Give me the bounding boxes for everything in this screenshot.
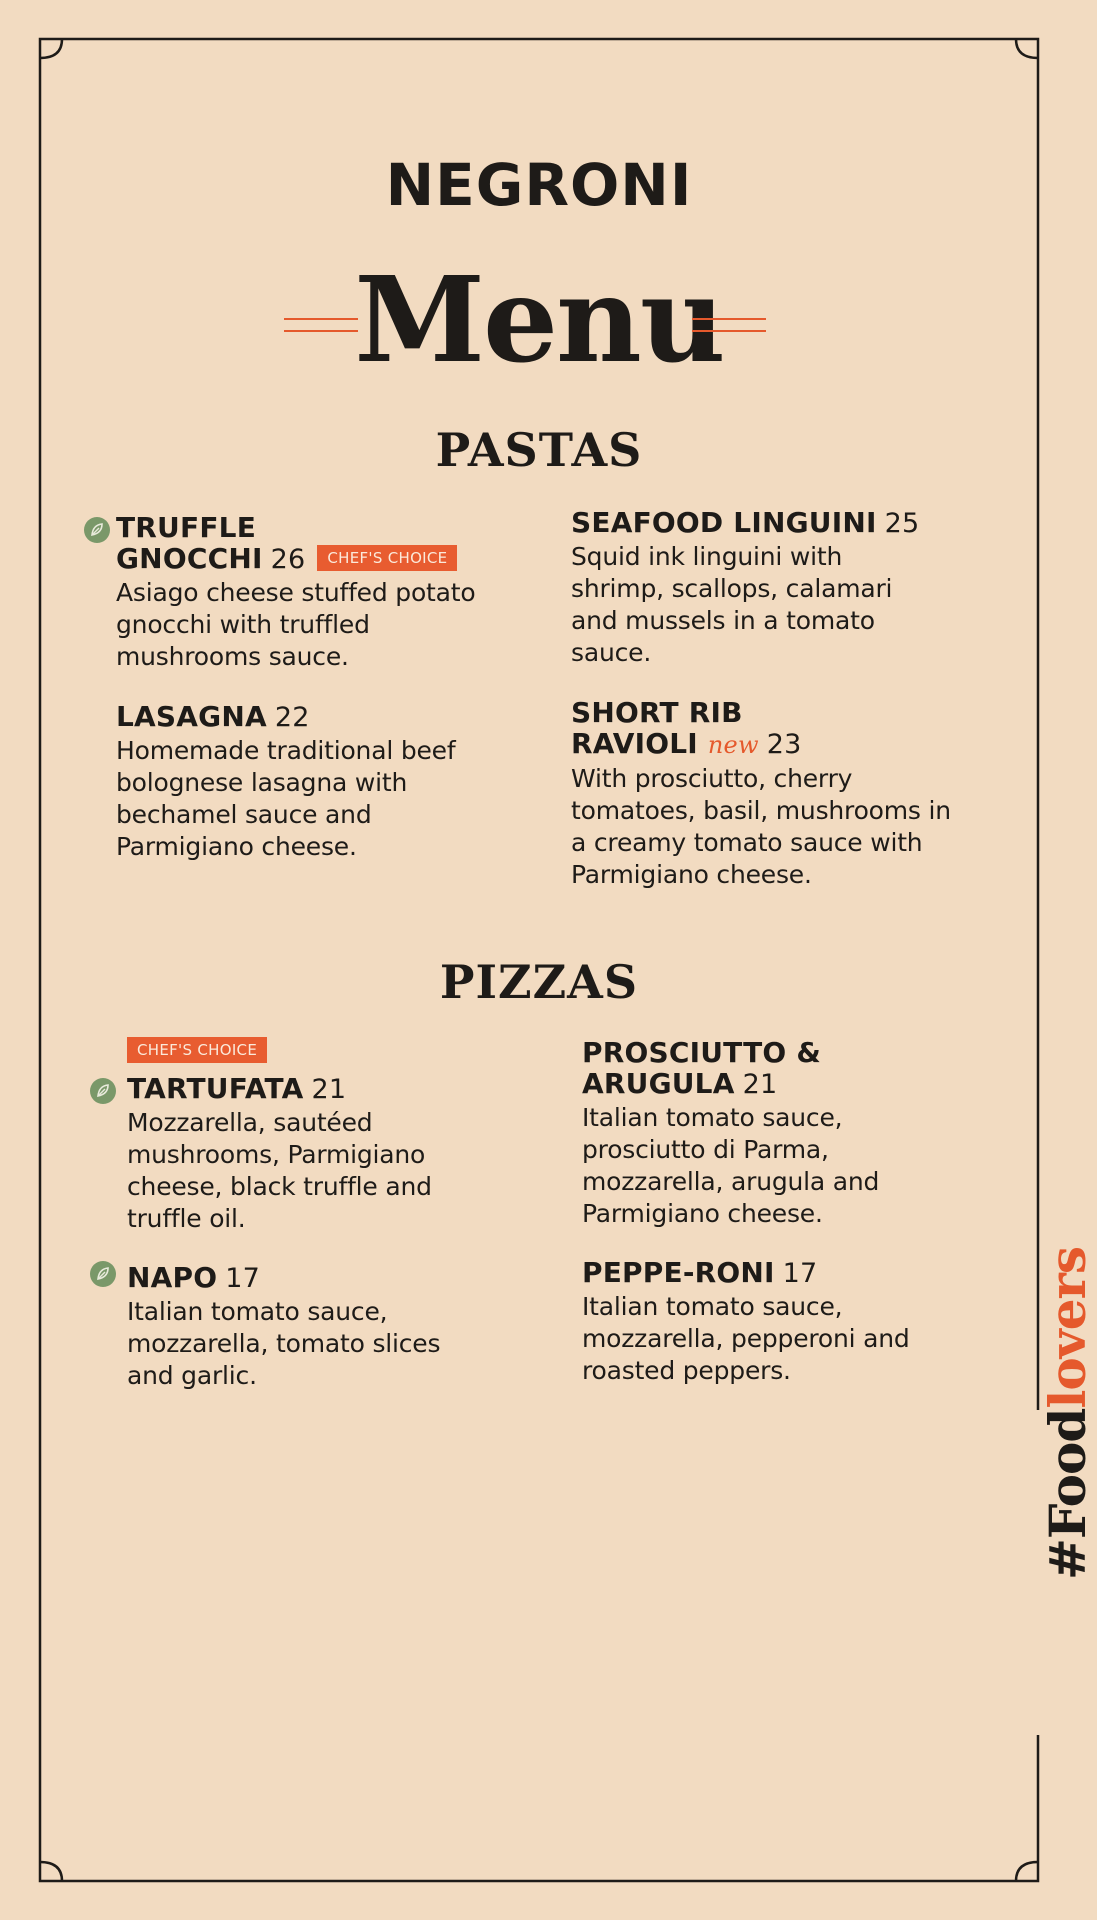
item-description: With prosciutto, cherry tomatoes, basil, mushrooms in a creamy tomato sauce with Parmigiano cheese. bbox=[571, 764, 951, 889]
item-description: Italian tomato sauce, mozzarella, pepperoni and roasted peppers. bbox=[582, 1292, 910, 1385]
item-description: Homemade traditional beef bolognese lasagna with bechamel sauce and Parmigiano cheese. bbox=[116, 736, 456, 861]
item-name: LASAGNA bbox=[116, 700, 267, 733]
item-name-line2: ARUGULA bbox=[582, 1067, 735, 1100]
item-title bbox=[582, 1037, 927, 1100]
chefs-choice-badge: CHEF'S CHOICE bbox=[317, 545, 457, 571]
item-title bbox=[116, 512, 516, 575]
item-price: 17 bbox=[782, 1258, 818, 1289]
item-name-line2: RAVIOLI bbox=[571, 727, 698, 760]
item-name: NAPO bbox=[127, 1261, 218, 1294]
item-price: 21 bbox=[311, 1074, 347, 1105]
item-name: SEAFOOD LINGUINI bbox=[571, 506, 877, 539]
menu-item-truffle-gnocchi bbox=[116, 512, 516, 673]
item-title bbox=[571, 506, 920, 539]
item-name: TRUFFLE bbox=[116, 511, 257, 544]
item-title bbox=[116, 701, 501, 733]
section-title-pastas: PASTAS bbox=[435, 423, 643, 477]
menu-item-short-rib-ravioli bbox=[571, 697, 971, 891]
menu-title: Menu bbox=[354, 250, 724, 389]
chefs-choice-badge: CHEF'S CHOICE bbox=[127, 1037, 267, 1063]
menu-item-seafood-linguini bbox=[571, 506, 920, 669]
item-name: SHORT RIB bbox=[571, 696, 743, 729]
item-description: Italian tomato sauce, mozzarella, tomato slices and garlic. bbox=[127, 1297, 441, 1390]
item-title bbox=[127, 1073, 472, 1105]
leaf-icon bbox=[90, 1078, 116, 1104]
title-ornament-right bbox=[692, 318, 766, 332]
item-description: Asiago cheese stuffed potato gnocchi with truffled mushrooms sauce. bbox=[116, 578, 476, 671]
leaf-icon bbox=[84, 517, 110, 543]
item-name: TARTUFATA bbox=[127, 1072, 304, 1105]
item-title bbox=[571, 697, 971, 761]
item-name-line2: GNOCCHI bbox=[116, 542, 263, 575]
menu-item-peppe-roni bbox=[582, 1257, 942, 1387]
menu-item-tartufata bbox=[127, 1073, 472, 1235]
leaf-icon bbox=[90, 1261, 116, 1287]
item-name: PROSCIUTTO & bbox=[582, 1036, 821, 1069]
item-description: Italian tomato sauce, prosciutto di Parma, mozzarella, arugula and Parmigiano cheese. bbox=[582, 1103, 880, 1228]
restaurant-name: NEGRONI bbox=[385, 151, 693, 219]
hashtag-part-food: #Food bbox=[1038, 1408, 1097, 1580]
item-description: Mozzarella, sautéed mushrooms, Parmigiano cheese, black truffle and truffle oil. bbox=[127, 1108, 432, 1233]
new-tag: new bbox=[707, 731, 759, 759]
menu-item-lasagna bbox=[116, 701, 501, 863]
menu-item-napo bbox=[127, 1262, 472, 1392]
section-title-pizzas: PIZZAS bbox=[439, 955, 639, 1009]
item-description: Squid ink linguini with shrimp, scallops, calamari and mussels in a tomato sauce. bbox=[571, 542, 893, 667]
item-price: 17 bbox=[225, 1263, 260, 1294]
item-price: 23 bbox=[766, 729, 802, 760]
item-name: PEPPE-RONI bbox=[582, 1256, 775, 1289]
item-price: 25 bbox=[884, 508, 920, 539]
item-price: 22 bbox=[274, 702, 310, 733]
hashtag-part-lovers: lovers bbox=[1038, 1246, 1097, 1409]
foodlovers-hashtag bbox=[1040, 1247, 1096, 1580]
item-price: 26 bbox=[270, 544, 306, 575]
item-price: 21 bbox=[742, 1069, 778, 1100]
item-title bbox=[127, 1262, 472, 1294]
menu-item-prosciutto-arugula bbox=[582, 1037, 927, 1230]
item-title bbox=[582, 1257, 942, 1289]
